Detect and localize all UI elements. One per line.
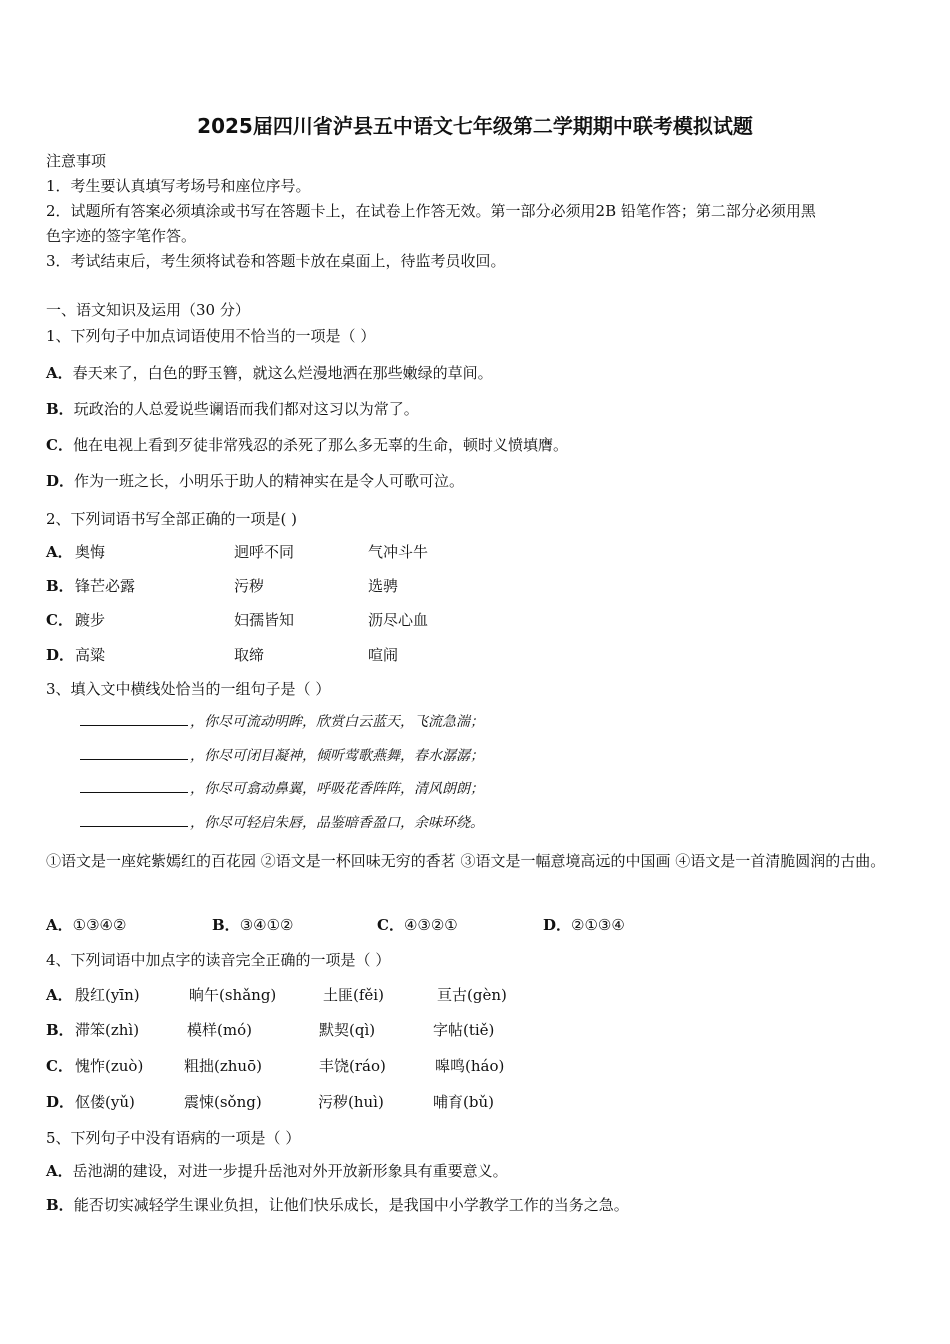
- passage-text: ，你尽可轻启朱唇，品鉴暗香盈口，余味环绕。: [190, 815, 484, 831]
- q5-option-a: [46, 1160, 508, 1182]
- question-4-stem: 4、下列词语中加点字的读音完全正确的一项是（ ）: [46, 951, 391, 969]
- option-word: 默契(qì): [319, 1021, 376, 1039]
- q1-option-a: [46, 362, 493, 384]
- option-letter: A．: [46, 1162, 73, 1180]
- passage-text: ，你尽可翕动鼻翼，呼吸花香阵阵，清风朗朗；: [190, 781, 484, 797]
- option-word: 气冲斗牛: [368, 543, 429, 561]
- option-letter: D．: [46, 646, 75, 664]
- option-word: 震悚(sǒng): [184, 1093, 262, 1111]
- notice-item: 2．试题所有答案必须填涂或书写在答题卡上，在试卷上作答无效。第一部分必须用2B 铅笔作答；第二部分必须用黑: [46, 202, 816, 220]
- question-2-stem: 2、下列词语书写全部正确的一项是( ): [46, 510, 298, 528]
- fill-blank[interactable]: [80, 778, 188, 793]
- question-5-stem: 5、下列句子中没有语病的一项是（ ）: [46, 1129, 301, 1147]
- notice-item: 色字迹的签字笔作答。: [46, 227, 197, 245]
- option-word: 亘古(gèn): [437, 986, 507, 1004]
- question-3-stem: 3、填入文中横线处恰当的一组句子是（ ）: [46, 680, 331, 698]
- section-heading: 一、语文知识及运用（30 分）: [46, 301, 250, 319]
- option-word: 粗拙(zhuō): [184, 1057, 262, 1075]
- q5-option-b: [46, 1194, 629, 1216]
- option-word: 取缔: [234, 646, 265, 664]
- option-word: 奥悔: [75, 543, 106, 561]
- option-word: 伛偻(yǔ): [75, 1093, 135, 1111]
- passage-text: ，你尽可流动明眸，欣赏白云蓝天，飞流急湍；: [190, 714, 484, 730]
- option-letter: B．: [46, 1196, 74, 1214]
- option-word: 迥呼不同: [234, 543, 295, 561]
- option-word: 土匪(fěi): [323, 986, 384, 1004]
- option-letter: C．: [46, 611, 73, 629]
- q3-passage-line: [80, 812, 484, 834]
- q3-passage-line: [80, 745, 484, 767]
- option-word: 锋芒必露: [75, 577, 136, 595]
- option-text: 玩政治的人总爱说些谰语而我们都对这习以为常了。: [73, 400, 419, 418]
- option-text: ③④①②: [239, 916, 294, 934]
- option-text: 岳池湖的建设，对进一步提升岳池对外开放新形象具有重要意义。: [72, 1162, 508, 1180]
- q3-passage-line: [80, 711, 484, 733]
- answer-option-c: [377, 914, 458, 936]
- option-word: 丰饶(ráo): [319, 1057, 386, 1075]
- option-word: 愧怍(zuò): [75, 1057, 144, 1075]
- option-letter: B．: [212, 916, 240, 934]
- option-word: 踱步: [75, 611, 106, 629]
- fill-blank[interactable]: [80, 745, 188, 760]
- option-letter: D．: [46, 472, 75, 490]
- option-word: 滞笨(zhì): [75, 1021, 140, 1039]
- option-word: 哺育(bǔ): [433, 1093, 494, 1111]
- option-word: 选骋: [368, 577, 399, 595]
- option-word: 喧闹: [368, 646, 399, 664]
- option-word: 污秽(huì): [318, 1093, 384, 1111]
- option-word: 沥尽心血: [368, 611, 429, 629]
- option-letter: A．: [46, 364, 73, 382]
- fill-blank[interactable]: [80, 812, 188, 827]
- option-word: 字帖(tiě): [433, 1021, 495, 1039]
- question-1-stem: 1、下列句子中加点词语使用不恰当的一项是（ ）: [46, 327, 376, 345]
- option-text: ①③④②: [72, 916, 127, 934]
- option-letter: A．: [46, 543, 73, 561]
- option-word: 晌午(shǎng): [189, 986, 277, 1004]
- notice-heading: 注意事项: [46, 152, 107, 170]
- option-letter: B．: [46, 577, 74, 595]
- option-word: 高粱: [75, 646, 106, 664]
- notice-item: 3．考试结束后，考生须将试卷和答题卡放在桌面上，待监考员收回。: [46, 252, 506, 270]
- q3-passage-line: [80, 778, 484, 800]
- option-letter: C．: [46, 436, 73, 454]
- q1-option-b: [46, 398, 419, 420]
- answer-option-d: [543, 914, 625, 936]
- option-text: ④③②①: [403, 916, 458, 934]
- option-word: 妇孺皆知: [234, 611, 295, 629]
- option-letter: C．: [377, 916, 404, 934]
- option-letter: A．: [46, 986, 73, 1004]
- option-text: ②①③④: [571, 916, 625, 934]
- q1-option-c: [46, 434, 568, 456]
- option-word: 模样(mó): [187, 1021, 252, 1039]
- option-letter: A．: [46, 916, 73, 934]
- option-letter: B．: [46, 400, 74, 418]
- option-letter: D．: [46, 1093, 75, 1111]
- page-title: 2025届四川省泸县五中语文七年级第二学期期中联考模拟试题: [197, 114, 753, 138]
- notice-item: 1．考生要认真填写考场号和座位序号。: [46, 177, 311, 195]
- option-word: 嗥鸣(háo): [435, 1057, 505, 1075]
- option-text: 他在电视上看到歹徒非常残忍的杀死了那么多无辜的生命，顿时义愤填膺。: [72, 436, 568, 454]
- option-word: 污秽: [234, 577, 265, 595]
- option-word: 殷红(yīn): [75, 986, 140, 1004]
- fill-blank[interactable]: [80, 711, 188, 726]
- q3-choices: ①语文是一座姹紫嫣红的百花园 ②语文是一杯回味无穷的香茗 ③语文是一幅意境高远的中国画 ④语文是一首清脆圆润的古曲。: [46, 852, 886, 870]
- answer-option-a: [46, 914, 126, 936]
- passage-text: ，你尽可闭目凝神，倾听莺歌燕舞，春水潺潺；: [190, 748, 484, 764]
- option-text: 春天来了，白色的野玉簪，就这么烂漫地洒在那些嫩绿的草间。: [72, 364, 493, 382]
- option-letter: D．: [543, 916, 572, 934]
- option-letter: B．: [46, 1021, 74, 1039]
- q1-option-d: [46, 470, 464, 492]
- answer-option-b: [212, 914, 293, 936]
- option-text: 能否切实减轻学生课业负担，让他们快乐成长，是我国中小学教学工作的当务之急。: [73, 1196, 629, 1214]
- option-text: 作为一班之长，小明乐于助人的精神实在是令人可歌可泣。: [74, 472, 465, 490]
- option-letter: C．: [46, 1057, 73, 1075]
